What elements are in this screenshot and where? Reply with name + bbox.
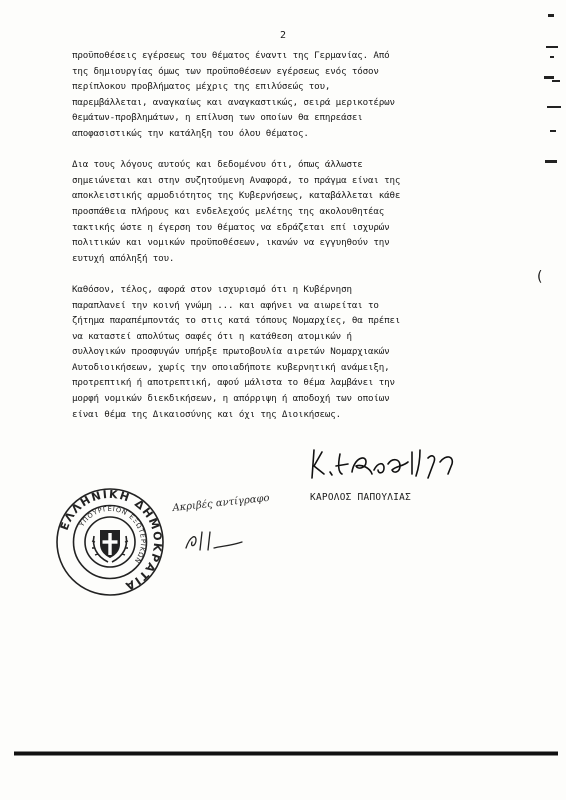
text-line: αποκλειστικής αρμοδιότητος της Κυβερνήσεως, καταβάλλεται κάθε <box>72 190 401 202</box>
margin-bracket-mark: ( <box>537 269 543 285</box>
text-line: ευτυχή απόληξή του. <box>72 252 175 264</box>
text-line: πολιτικών και νομικών προϋποθέσεων, ικανών να εγγυηθούν την <box>72 237 390 249</box>
text-line: μορφή νομικών διεκδικήσεων, η απόρριψη ή αποδοχή των οποίων <box>72 393 390 405</box>
coat-of-arms-icon <box>92 530 128 562</box>
text-line: παραπλανεί την κοινή γνώμη ... και αφήνει να αιωρείται το <box>72 299 379 311</box>
stamp-inner-text: ΥΠΟΥΡΓΕΙΟΝ ΕΞΩΤΕΡΙΚΩΝ <box>77 504 148 566</box>
letter-body <box>72 48 512 422</box>
text-line: προσπάθεια πλήρους και ενδελεχούς μελέτης της ακολουθητέας <box>72 205 385 217</box>
paragraph-2 <box>72 157 512 266</box>
text-line: περίπλοκου προβλήματος μέχρις της επιλύσεώς του, <box>72 81 331 93</box>
scan-edge-bar <box>14 751 558 756</box>
certified-copy-note: Ακριβές αντίγραφο <box>172 492 271 514</box>
handwritten-initials <box>182 528 262 554</box>
text-line: Δια τους λόγους αυτούς και δεδομένου ότι, όπως άλλωστε <box>72 159 363 171</box>
text-line: συλλογικών προσφυγών υπήρξε πρωτοβουλία αιρετών Νομαρχιακών <box>72 346 390 358</box>
official-stamp-seal <box>54 486 166 598</box>
handwritten-signature <box>308 444 468 484</box>
paragraph-gap <box>72 142 512 158</box>
stamp-outer-text: ΕΛΛΗΝΙΚΗ ΔΗΜΟΚΡΑΤΙΑ <box>57 487 165 594</box>
text-line: προτρεπτική ή αποτρεπτική, αφού μάλιστα το θέμα λαμβάνει την <box>72 377 395 389</box>
text-line: να καταστεί απολύτως σαφές ότι η κατάθεση ατομικών ή <box>72 330 352 342</box>
text-line: αποφασιστικώς την κατάληξη του όλου θέματος. <box>72 127 309 139</box>
text-line: της δημιουργίας όμως των προϋποθέσεων εγέρσεως ενός τόσον <box>72 65 379 77</box>
scan-edge-marks <box>538 10 566 170</box>
text-line: τακτικής ώστε η έγερση του θέματος να εδράζεται επί ισχυρών <box>72 221 390 233</box>
text-line: είναι θέμα της Δικαιοσύνης και όχι της Διοικήσεως. <box>72 408 342 420</box>
paragraph-3 <box>72 282 512 422</box>
signatory-name: ΚΑΡΟΛΟΣ ΠΑΠΟΥΛΙΑΣ <box>310 492 412 503</box>
text-line: θεμάτων-προβλημάτων, η επίλυση των οποίων θα επηρεάσει <box>72 112 363 124</box>
paragraph-gap <box>72 266 512 282</box>
text-line: Καθόσον, τέλος, αφορά στον ισχυρισμό ότι η Κυβέρνηση <box>72 283 352 295</box>
paragraph-1 <box>72 48 512 142</box>
text-line: Αυτοδιοικήσεων, χωρίς την οποιαδήποτε κυβερνητική ανάμειξη, <box>72 361 390 373</box>
text-line: ζήτημα παραπέμποντάς το στις κατά τόπους Νομαρχίες, θα πρέπει <box>72 315 401 327</box>
text-line: προϋποθέσεις εγέρσεως του θέματος έναντι της Γερμανίας. Από <box>72 50 390 61</box>
page-number: 2 <box>279 30 287 41</box>
text-line: σημειώνεται και στην συζητούμενη Αναφορά, το πράγμα είναι της <box>72 174 401 186</box>
text-line: παρεμβάλλεται, αναγκαίως και αναγκαστικώς, σειρά μερικοτέρων <box>72 96 395 108</box>
